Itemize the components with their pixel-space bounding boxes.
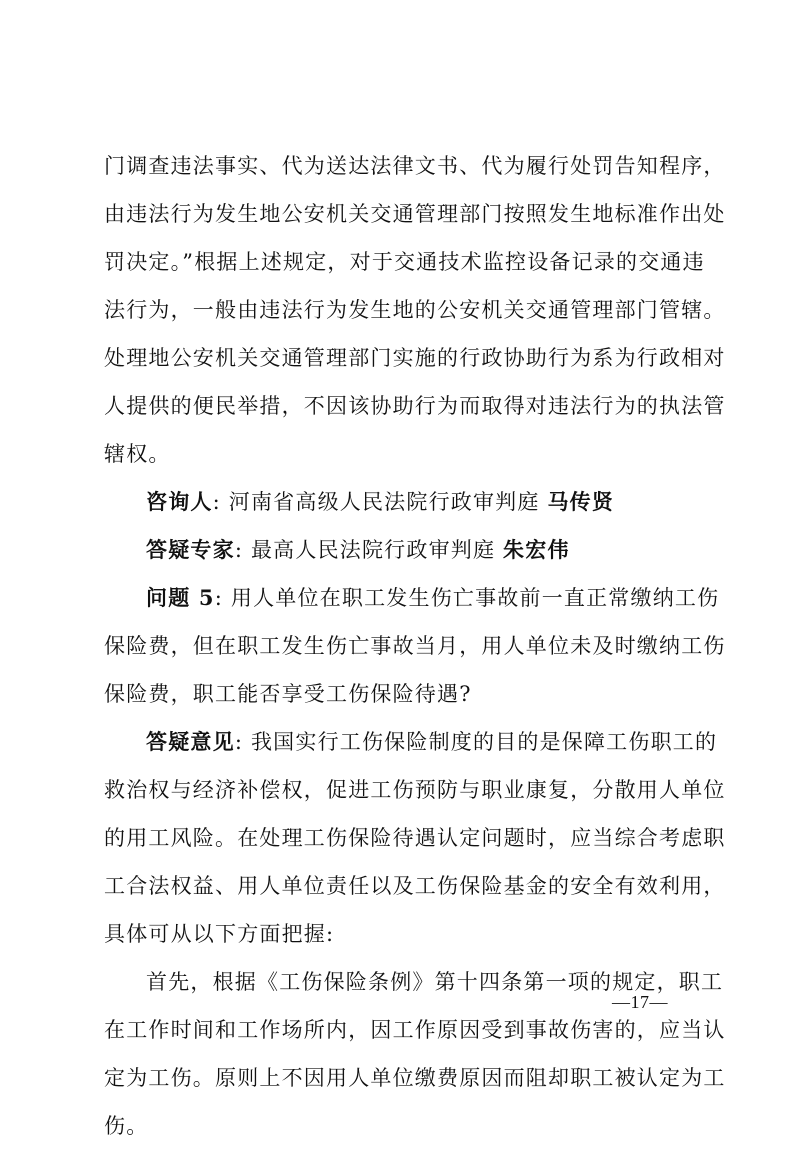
paragraph-line: 首先，根据《工伤保险条例》第十四条第一项的规定，职工 (146, 970, 724, 994)
expert-name: 朱宏伟 (503, 537, 570, 562)
expert-line (104, 526, 693, 574)
answer-line: 救治权与经济补偿权，促进工伤预防与职业康复，分散用人单位 (104, 778, 726, 802)
expert-org: 最高人民法院行政审判庭 (250, 538, 504, 562)
paragraph-line: 罚决定。”根据上述规定，对于交通技术监控设备记录的交通违 (104, 250, 705, 274)
answer-separator: : (234, 730, 251, 754)
paragraph-line: 在工作时间和工作场所内，因工作原因受到事故伤害的，应当认 (104, 1018, 726, 1042)
paragraph-line: 定为工伤。原则上不因用人单位缴费原因而阻却职工被认定为工 (104, 1066, 726, 1090)
question-line: 保险费，职工能否享受工伤保险待遇? (104, 682, 472, 706)
answer-text: 我国实行工伤保险制度的目的是保障工伤职工的 (250, 730, 718, 754)
consultant-line (104, 478, 693, 526)
consultant-label: 咨询人 (146, 489, 213, 514)
expert-label: 答疑专家 (146, 537, 235, 562)
consultant-name: 马传贤 (547, 489, 615, 514)
question-line (104, 574, 720, 622)
paragraph-line: 门调查违法事实、代为送达法律文书、代为履行处罚告知程序， (104, 154, 726, 178)
paragraph-line: 处理地公安机关交通管理部门实施的行政协助行为系为行政相对 (104, 346, 726, 370)
answer-line: 的用工风险。在处理工伤保险待遇认定问题时，应当综合考虑职 (104, 826, 726, 850)
answer-line (104, 718, 718, 766)
answer-line: 工合法权益、用人单位责任以及工伤保险基金的安全有效利用， (104, 874, 726, 898)
answer-line: 具体可从以下方面把握: (104, 922, 335, 946)
paragraph-line: 伤。 (104, 1114, 149, 1138)
question-text: 用人单位在职工发生伤亡事故前一直正常缴纳工伤 (230, 586, 720, 610)
question-separator: : (214, 586, 231, 610)
paragraph-line: 由违法行为发生地公安机关交通管理部门按照发生地标准作出处 (104, 202, 726, 226)
consultant-org: 河南省高级人民法院行政审判庭 (228, 490, 548, 514)
paragraph-line: 法行为，一般由违法行为发生地的公安机关交通管理部门管辖。 (104, 298, 726, 322)
question-label: 问题 5 (146, 585, 215, 610)
answer-label: 答疑意见 (146, 729, 235, 754)
question-line: 保险费，但在职工发生伤亡事故当月，用人单位未及时缴纳工伤 (104, 634, 726, 658)
consultant-separator: : (212, 490, 229, 514)
expert-separator: : (234, 538, 251, 562)
paragraph-line: 人提供的便民举措，不因该协助行为而取得对违法行为的执法管 (104, 394, 726, 418)
page-number: —17— (612, 992, 668, 1012)
paragraph-line: 辖权。 (104, 442, 171, 466)
